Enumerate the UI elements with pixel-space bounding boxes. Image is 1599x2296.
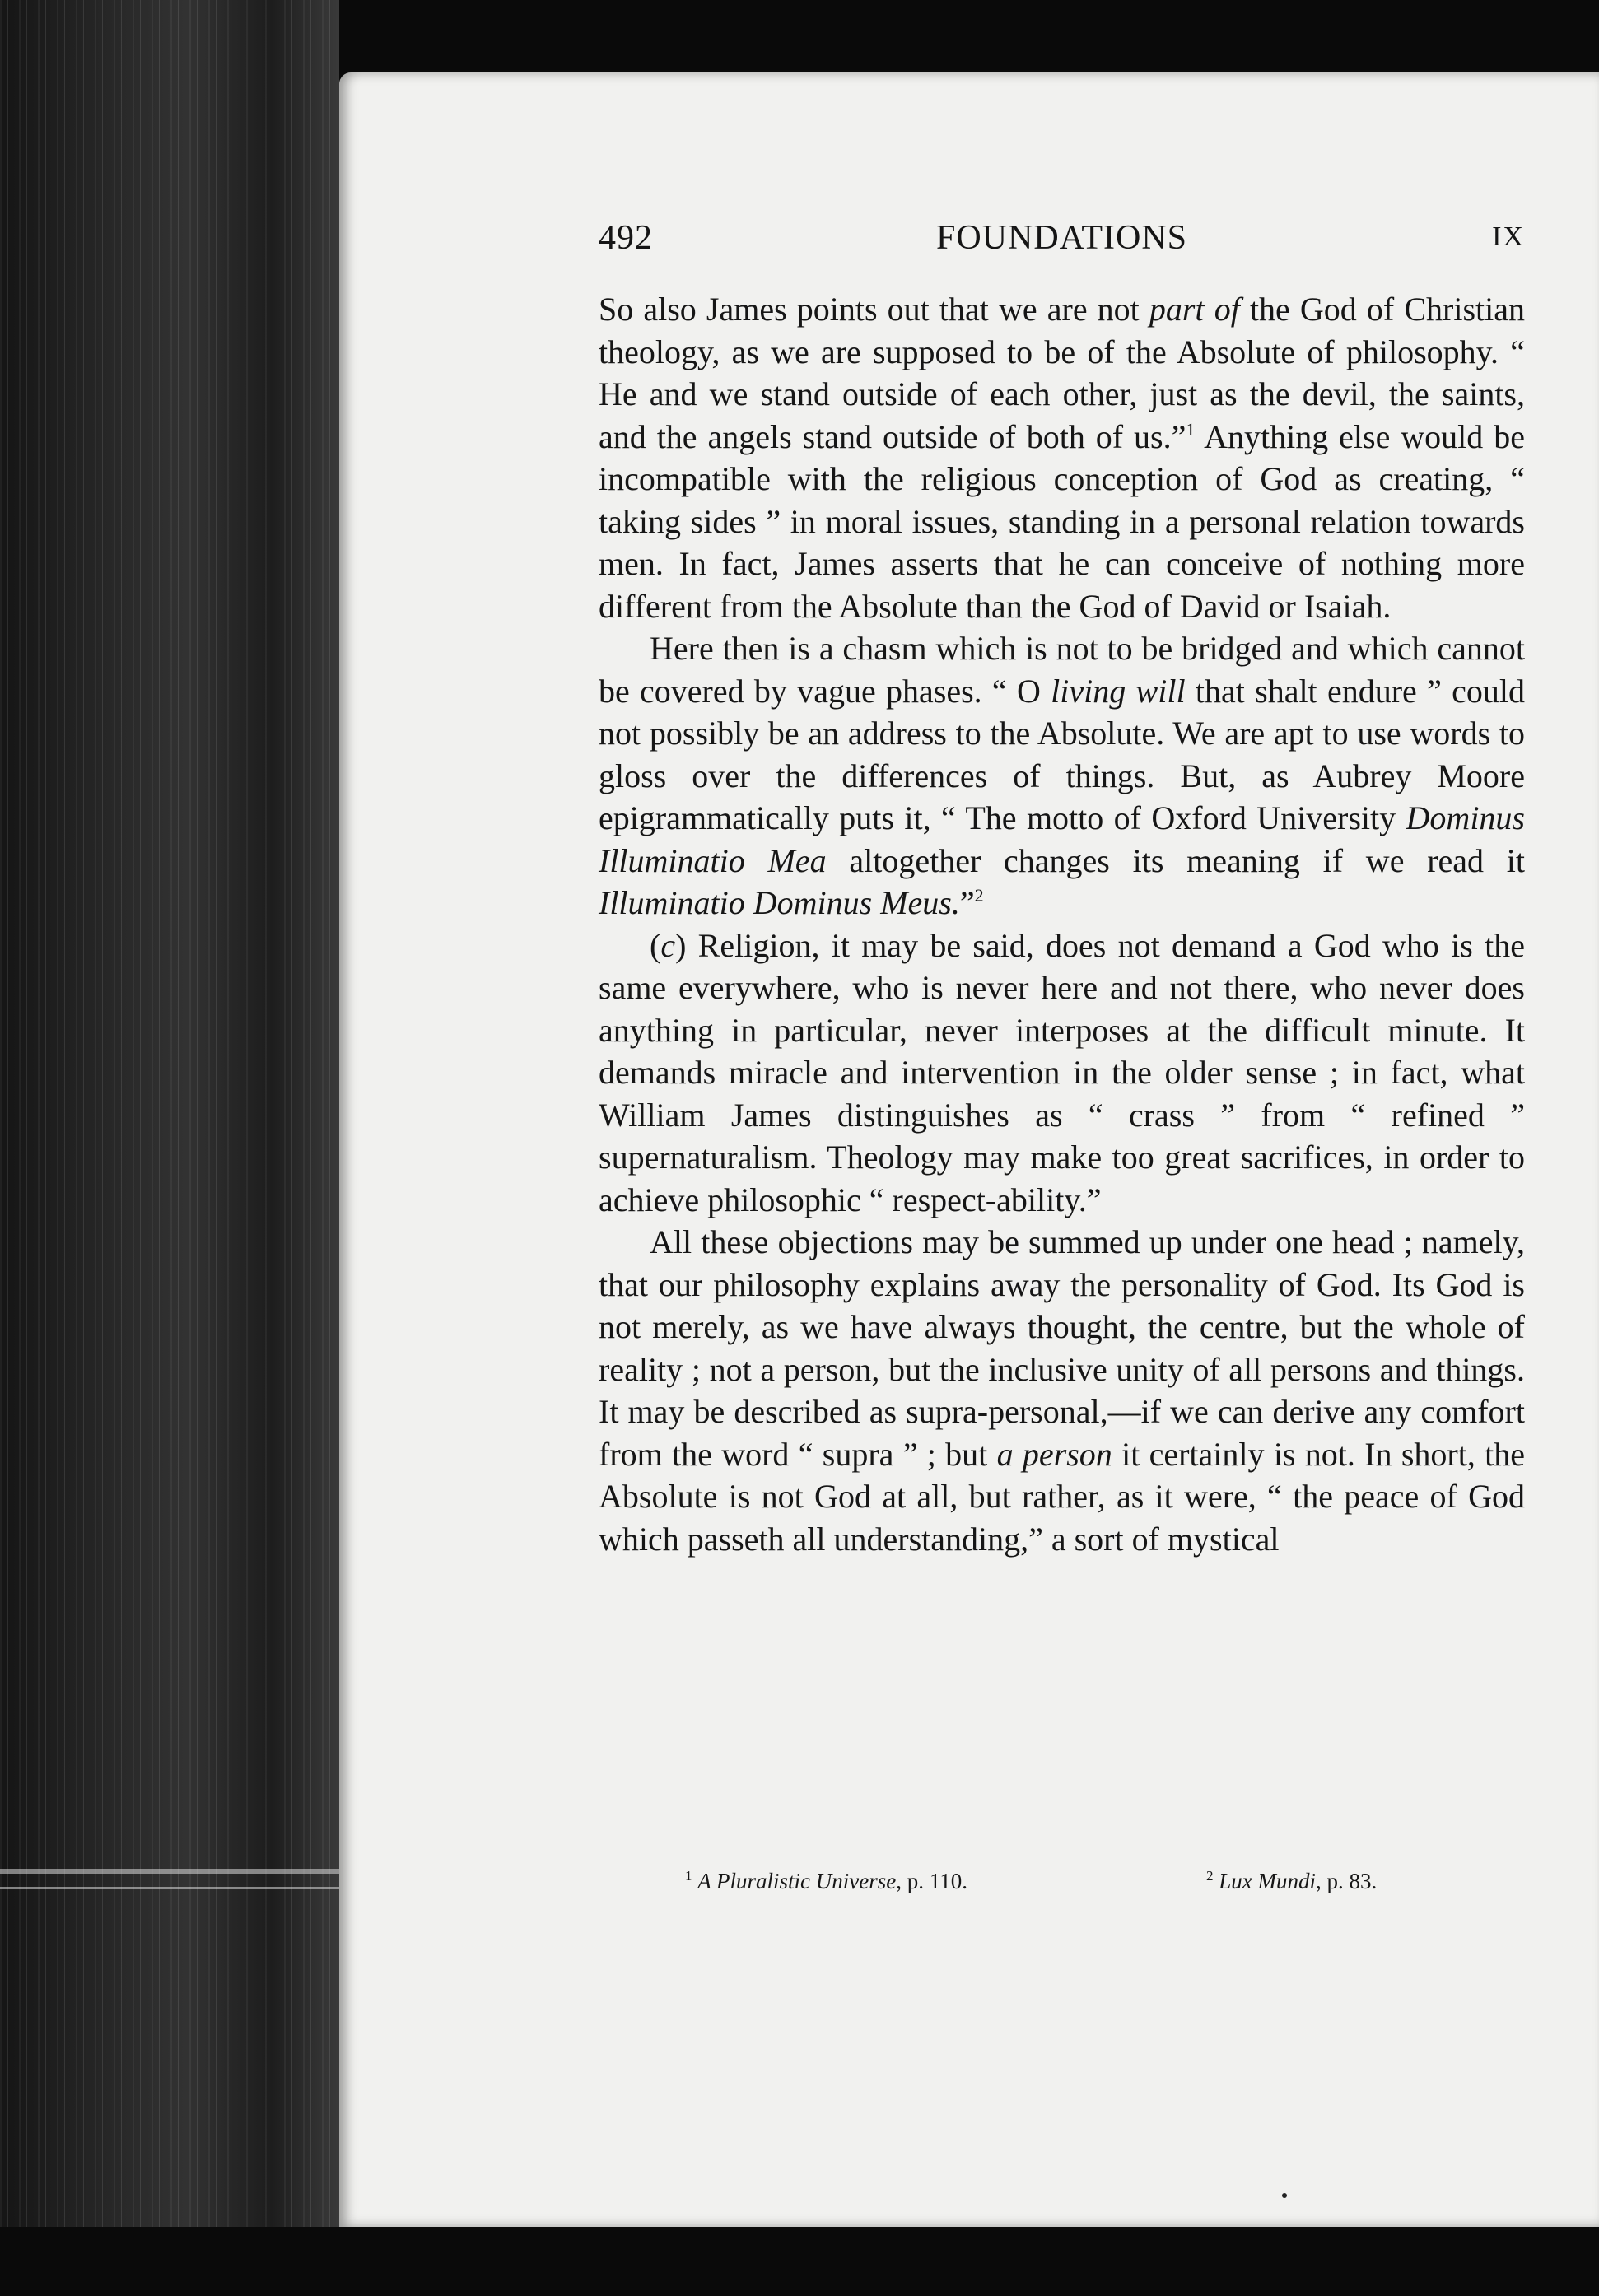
footnote-page: , p. 110. (896, 1869, 967, 1893)
text-run: Here then is a chasm which is not to be bridged and which cannot be covered by vague phases. “ O (599, 630, 1525, 710)
text-run: ( (650, 926, 661, 964)
paragraph (599, 1221, 1525, 1560)
footnote-marker: 1 (685, 1868, 692, 1884)
text-run: Anything else would be incompatible with the religious conception of God as creating, “ taking sides ” in moral issues, standing in a personal relation towards men. In fact, James asserts that he can conceive of nothing more different from the Absolute than the God of David or Isaiah. (599, 417, 1525, 625)
text-run: that shalt endure ” could not possibly be an address to the Absolute. We are apt to use words to gloss over the differences of things. But, as Aubrey Moore epigrammatically puts it, “ The motto of Oxford University (599, 672, 1525, 836)
italic-text: c (660, 926, 676, 964)
footnote-title: Lux Mundi (1219, 1869, 1316, 1893)
page-mark (1282, 2193, 1287, 2198)
italic-text: part of (1149, 291, 1240, 328)
running-header (599, 218, 1525, 268)
text-run: ” (959, 884, 975, 921)
paragraph (599, 627, 1525, 924)
scan-bottom-border (0, 2227, 1599, 2296)
footnote-2 (1206, 1869, 1377, 1894)
body-text (599, 288, 1525, 1560)
paragraph (599, 288, 1525, 627)
paragraph (599, 924, 1525, 1222)
text-run: altogether changes its meaning if we read it (826, 841, 1526, 879)
footnote-reference: 2 (974, 885, 984, 906)
running-title: FOUNDATIONS (935, 219, 1188, 257)
book-spine-edge (0, 0, 339, 2296)
footnotes (599, 1869, 1525, 1902)
italic-text: Illuminatio Dominus Meus. (599, 884, 960, 921)
footnote-title: A Pluralistic Universe (697, 1869, 897, 1893)
text-run: it certainly is not. In short, the Absolute is not God at all, but rather, as it were, “ the peace of God which passeth all understanding,” a sort of mystical (599, 1435, 1525, 1558)
footnote-1 (685, 1869, 967, 1894)
italic-text: Dominus Illuminatio Mea (599, 799, 1525, 879)
spine-highlight-line (0, 1887, 339, 1889)
italic-text: a person (996, 1435, 1112, 1473)
section-number: IX (1492, 221, 1525, 252)
text-run: So also James points out that we are not (599, 291, 1149, 328)
footnote-page: , p. 83. (1316, 1869, 1378, 1893)
text-run: All these objections may be summed up under one head ; namely, that our philosophy explains away the personality of God. Its God is not merely, as we have always thought, the centre, but the whole of reality ; not a person, but the inclusive unity of all persons and things. It may be described as supra-personal,—if we can derive any comfort from the word “ supra ” ; but (599, 1223, 1525, 1473)
footnote-reference: 1 (1186, 418, 1196, 440)
italic-text: living will (1051, 672, 1186, 710)
spine-highlight-line (0, 1869, 339, 1874)
footnote-marker: 2 (1206, 1868, 1214, 1884)
text-run: the God of Christian theology, as we are supposed to be of the Absolute of philosophy. “ He and we stand outside of each other, just as the devil, the saints, and the angels stand outside of both of us.” (599, 291, 1526, 455)
page-number: 492 (599, 219, 653, 257)
text-run: ) Religion, it may be said, does not demand a God who is the same everywhere, who is never here and not there, who never does anything in particular, never interposes at the difficult minute. It demands miracle and intervention in the older sense ; in fact, what William James distinguishes as “ crass ” from “ refined ” supernaturalism. Theology may make too great sacrifices, in order to achieve philosophic “ respect-ability.” (599, 926, 1525, 1218)
